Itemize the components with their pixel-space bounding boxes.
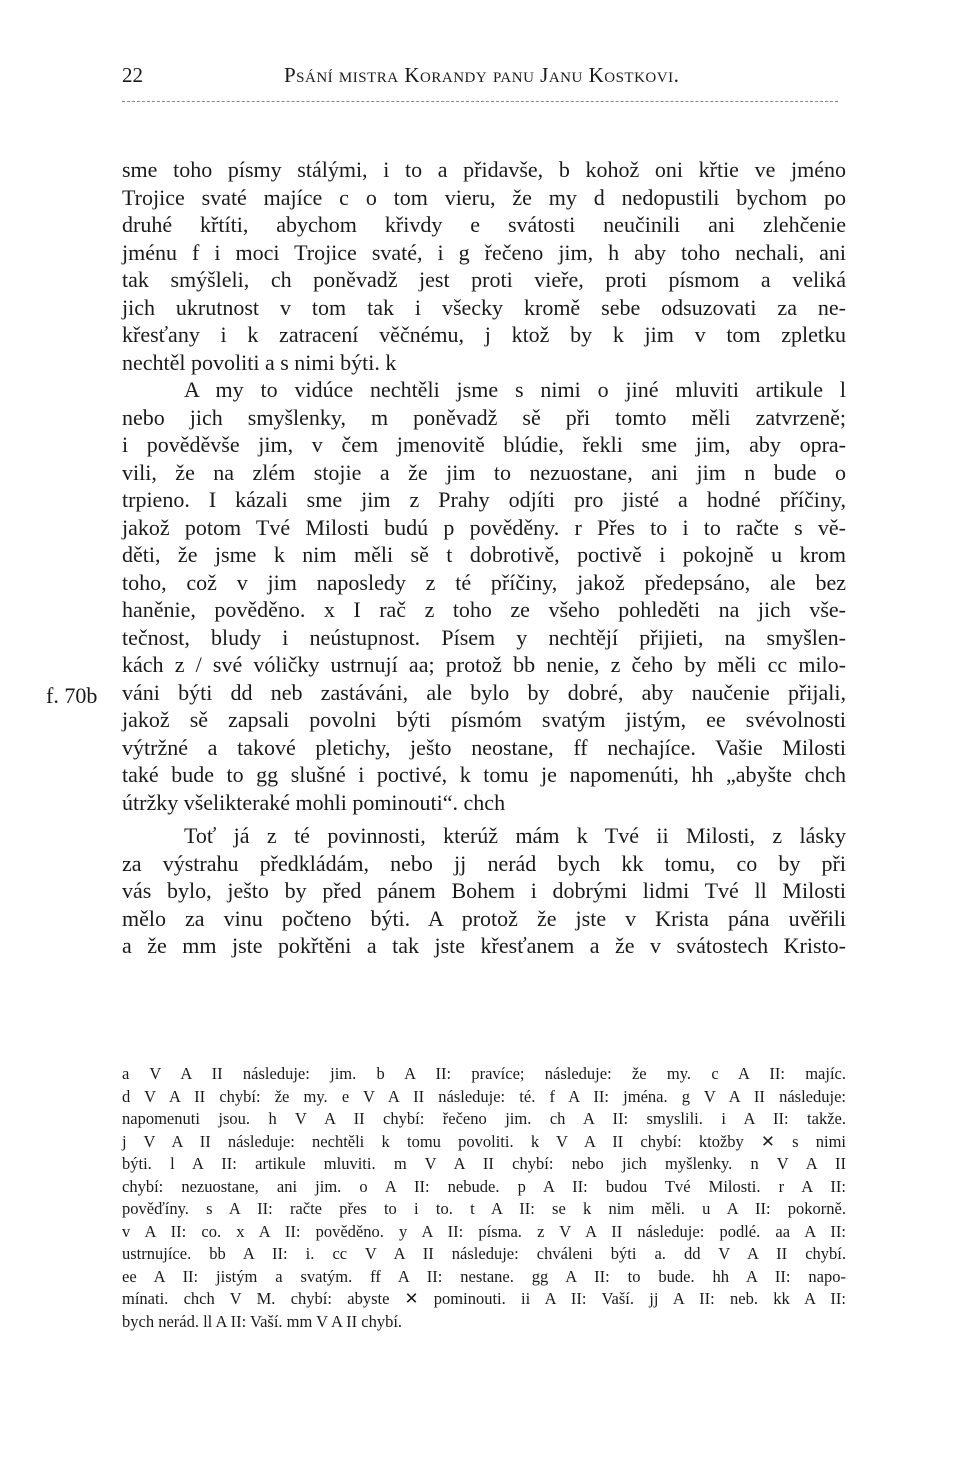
body-line: toho, což v jim naposledy z té příčiny, jakož předepsáno, ale bez: [122, 569, 846, 595]
body-line: nebo jich smyšlenky, m poněvadž sě při tomto měli zatvrzeně;: [122, 404, 846, 430]
footnote-line: býti. l A II: artikule mluviti. m V A II chybí: nebo jich myšlenky. n V A II: [122, 1154, 846, 1173]
body-line: děti, že jsme k nim měli sě t dobrotivě, poctivě i pokojně u krom: [122, 542, 846, 567]
body-line: křesťany i k zatracení věčnému, j ktož by k jim v tom zpletku: [122, 322, 846, 347]
body-line: tak smýšleli, ch poněvadž jest proti vieře, proti písmom a veliká: [122, 267, 846, 292]
footnote-line: ee A II: jistým a svatým. ff A II: nestane. gg A II: to bude. hh A II: napo-: [122, 1266, 846, 1286]
body-line: váni býti dd neb zastáváni, ale bylo by dobré, aby naučenie přijali,: [122, 679, 846, 705]
body-line: vili, že na zlém stojie a že jim to nezuostane, ani jim n bude o: [122, 459, 846, 485]
running-head: Psání mistra Korandy panu Janu Kostkovi.: [284, 63, 680, 87]
footnote-line: chybí: nezuostane, ani jim. o A II: nebude. p A II: budou Tvé Milosti. r A II:: [122, 1176, 846, 1196]
body-line: vás bylo, ješto by před pánem Bohem i dobrými lidmi Tvé ll Milosti: [122, 878, 846, 903]
body-line: kách z / své vóličky ustrnují aa; protož bb nenie, z čeho by měli cc milo-: [122, 652, 846, 677]
body-line: Trojice svaté majíce c o tom vieru, že my d nedopustili bychom po: [122, 184, 846, 210]
page-header: [122, 63, 862, 93]
body-line: haněnie, pověděno. x I rač z toho ze všeho pohleděti na jich vše-: [122, 597, 846, 622]
footnotes: [122, 1063, 846, 1333]
footnote-line: d V A II chybí: že my. e V A II následuje: té. f A II: jména. g V A II následuje:: [122, 1086, 846, 1106]
footnote-line: j V A II následuje: nechtěli k tomu povoliti. k V A II chybí: ktožby ✕ s nimi: [122, 1131, 846, 1151]
margin-note: f. 70b: [46, 683, 98, 708]
body-line: jakož potom Tvé Milosti budú p pověděny. r Přes to i to račte s vě-: [122, 514, 846, 540]
body-line: také bude to gg slušné i poctivé, k tomu je napomenúti, hh „abyšte chch: [122, 762, 846, 787]
body-line: jménu f i moci Trojice svaté, i g řečeno jim, h aby toho nechali, ani: [122, 239, 846, 265]
page-number: 22: [122, 63, 143, 87]
footnote-line: ustrnujíce. bb A II: i. cc V A II následuje: chváleni býti a. dd V A II chybí.: [122, 1244, 846, 1263]
body-line: za výstrahu předkládám, nebo jj nerád bych kk tomu, co by při: [122, 850, 846, 876]
footnote-line: pověďíny. s A II: račte přes to i to. t A II: se k nim měli. u A II: pokorně.: [122, 1199, 846, 1218]
body-line: Toť já z té povinnosti, kterúž mám k Tvé ii Milosti, z lásky: [184, 823, 846, 848]
body-line: tečnost, bludy i neústupnost. Písem y nechtějí přijieti, na smyšlen-: [122, 624, 846, 650]
body-line: jich ukrutnost v tom tak i všecky kromě sebe odsuzovati za ne-: [122, 294, 846, 320]
body-line: A my to vidúce nechtěli jsme s nimi o jiné mluviti artikule l: [184, 377, 846, 402]
body-line: druhé křtíti, abychom křivdy e svátosti neučinili ani zlehčenie: [122, 212, 846, 237]
body-line: výtržné a takové pletichy, ješto neostane, ff nechajíce. Vašie Milosti: [122, 734, 846, 760]
body-line: útržky všelikteraké mohli pominouti“. chch: [122, 789, 506, 815]
body-line: a že mm jste pokřtěni a tak jste křesťanem a že v svátostech Kristo-: [122, 933, 846, 958]
body-line: jakož sě zapsali povolni býti písmóm svatým jistým, ee svévolnosti: [122, 707, 846, 732]
header-rule: [122, 101, 838, 102]
body-line: nechtěl povoliti a s nimi býti. k: [122, 349, 397, 375]
body-line: mělo za vinu počteno býti. A protož že jste v Krista pána uvěřili: [122, 905, 846, 931]
footnote-line: v A II: co. x A II: pověděno. y A II: písma. z V A II následuje: podlé. aa A II:: [122, 1221, 846, 1241]
footnote-line: napomenuti jsou. h V A II chybí: řečeno jim. ch A II: smyslili. i A II: takže.: [122, 1109, 846, 1128]
body-text: [122, 156, 846, 960]
body-line: trpieno. I kázali sme jim z Prahy odjíti pro jisté a hodné příčiny,: [122, 487, 846, 512]
body-line: i pověděvše jim, v čem jmenovitě blúdie, řekli sme jim, aby opra-: [122, 432, 846, 457]
body-line: sme toho písmy stálými, i to a přidavše, b kohož oni křtie ve jméno: [122, 157, 846, 182]
footnote-line: a V A II následuje: jim. b A II: pravíce; následuje: že my. c A II: majíc.: [122, 1064, 846, 1083]
footnote-line: mínati. chch V M. chybí: abyste ✕ pominouti. ii A II: Vaší. jj A II: neb. kk A II:: [122, 1289, 846, 1308]
footnote-line: bych nerád. ll A II: Vaší. mm V A II chybí.: [122, 1311, 403, 1331]
